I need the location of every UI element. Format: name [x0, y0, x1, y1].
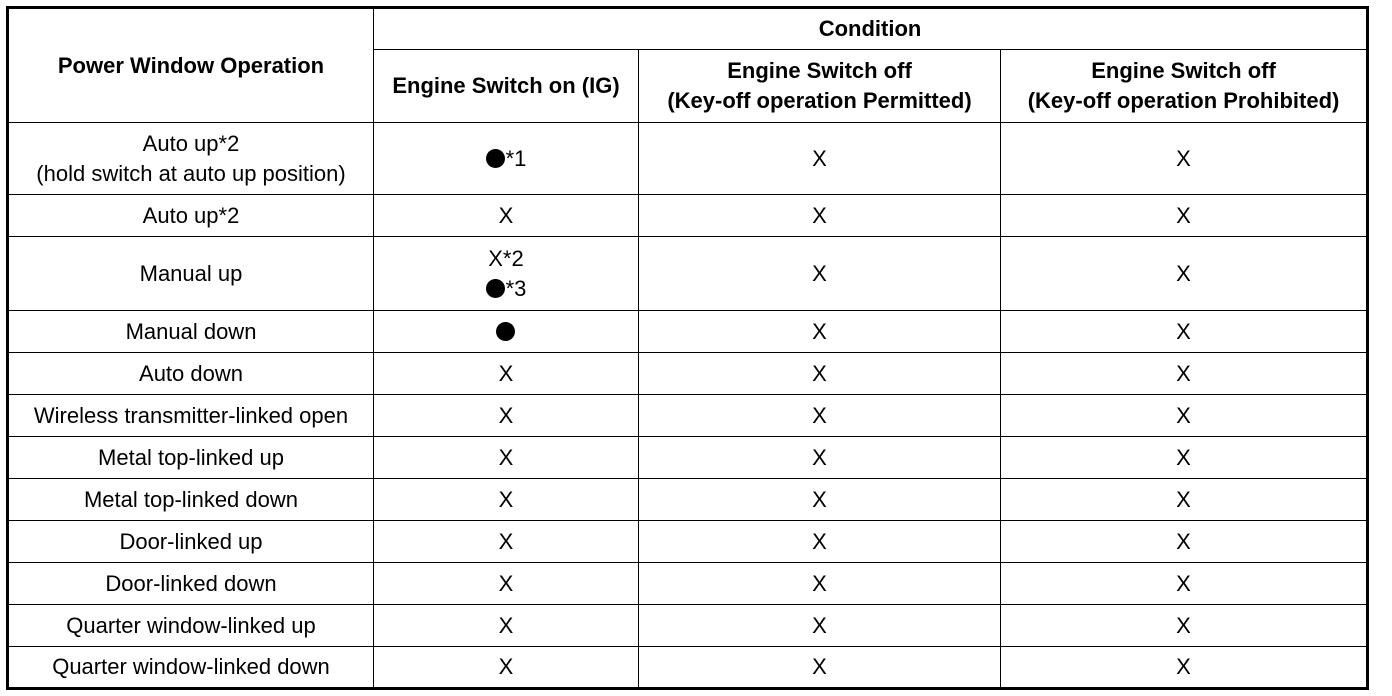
operation-text: Auto up*2: [142, 130, 240, 156]
operation-cell: [8, 395, 374, 437]
power-window-table: [6, 6, 1369, 690]
key-off-prohibited-cell: X: [1001, 437, 1368, 479]
engine-on-cell: [374, 353, 639, 395]
key-off-prohibited-cell: X: [1001, 311, 1368, 353]
operation-text: (hold switch at auto up position): [36, 160, 346, 186]
operation-text: Metal top-linked down: [83, 486, 298, 512]
engine-on-note: *3: [505, 275, 527, 301]
engine-on-cell: [374, 311, 639, 353]
engine-on-mark: [376, 527, 636, 557]
operation-cell: [8, 605, 374, 647]
engine-on-mark: [376, 359, 636, 389]
engine-on-cell: [374, 605, 639, 647]
operation-cell: [8, 195, 374, 237]
key-off-permitted-cell: X: [639, 395, 1001, 437]
key-off-permitted-cell: X: [639, 437, 1001, 479]
engine-on-note: X: [498, 202, 514, 228]
table-body: [8, 123, 1368, 689]
operation-text: Door-linked down: [105, 570, 277, 596]
operation-cell: [8, 123, 374, 195]
filled-circle-icon: [486, 149, 505, 168]
key-off-prohibited-cell: X: [1001, 479, 1368, 521]
engine-on-cell: [374, 123, 639, 195]
operation-cell: [8, 237, 374, 311]
header-key-off-prohibited-line1: Engine Switch off: [1091, 58, 1276, 83]
engine-on-cell: [374, 437, 639, 479]
key-off-permitted-cell: X: [639, 479, 1001, 521]
key-off-permitted-cell: X: [639, 353, 1001, 395]
key-off-prohibited-cell: X: [1001, 395, 1368, 437]
table-row: [8, 605, 1368, 647]
engine-on-note: X*2: [488, 245, 524, 271]
table-row: [8, 311, 1368, 353]
operation-cell: [8, 479, 374, 521]
engine-on-mark: [376, 317, 636, 347]
table-row: [8, 563, 1368, 605]
engine-on-note: X: [498, 654, 514, 679]
engine-on-mark: [376, 485, 636, 515]
key-off-permitted-cell: X: [639, 237, 1001, 311]
key-off-prohibited-cell: X: [1001, 237, 1368, 311]
header-key-off-prohibited-line2: (Key-off operation Prohibited): [1027, 88, 1340, 113]
table-row: [8, 647, 1368, 689]
table-row: [8, 479, 1368, 521]
key-off-prohibited-cell: X: [1001, 563, 1368, 605]
engine-on-note: X: [498, 360, 514, 386]
engine-on-note: X: [498, 402, 514, 428]
table-row: [8, 123, 1368, 195]
key-off-permitted-cell: X: [639, 563, 1001, 605]
operation-text: Auto up*2: [142, 202, 240, 228]
operation-text: Metal top-linked up: [98, 444, 284, 470]
engine-on-note: X: [498, 444, 514, 470]
engine-on-cell: [374, 563, 639, 605]
engine-on-mark: [376, 244, 636, 274]
operation-text: Wireless transmitter-linked open: [33, 402, 349, 428]
table-row: [8, 353, 1368, 395]
key-off-prohibited-cell: X: [1001, 195, 1368, 237]
key-off-prohibited-cell: X: [1001, 353, 1368, 395]
engine-on-note: X: [498, 486, 514, 512]
table-row: [8, 237, 1368, 311]
engine-on-note: *1: [505, 145, 527, 171]
operation-cell: [8, 647, 374, 689]
header-key-off-prohibited: [1001, 50, 1368, 123]
engine-on-mark: [376, 401, 636, 431]
filled-circle-icon: [496, 322, 515, 341]
engine-on-note: X: [498, 612, 514, 638]
key-off-prohibited-cell: X: [1001, 605, 1368, 647]
table-row: [8, 395, 1368, 437]
engine-on-cell: [374, 237, 639, 311]
operation-text: Manual down: [125, 318, 257, 344]
key-off-permitted-cell: X: [639, 521, 1001, 563]
key-off-permitted-cell: X: [639, 123, 1001, 195]
engine-on-mark: [376, 569, 636, 599]
header-engine-on-line: Engine Switch on (IG): [392, 73, 620, 98]
table-row: [8, 437, 1368, 479]
key-off-prohibited-cell: X: [1001, 521, 1368, 563]
operation-text: Quarter window-linked down: [52, 654, 330, 679]
header-key-off-permitted: [639, 50, 1001, 123]
engine-on-mark: [376, 201, 636, 231]
filled-circle-icon: [486, 279, 505, 298]
operation-text: Quarter window-linked up: [66, 612, 316, 638]
table-row: [8, 521, 1368, 563]
engine-on-cell: [374, 647, 639, 689]
engine-on-mark: [376, 611, 636, 641]
header-condition: Condition: [374, 8, 1368, 50]
engine-on-mark: [376, 443, 636, 473]
header-key-off-permitted-line1: Engine Switch off: [727, 58, 912, 83]
engine-on-mark: [376, 144, 636, 174]
header-operation: Power Window Operation: [8, 8, 374, 123]
engine-on-mark: [376, 274, 636, 304]
engine-on-mark: [376, 652, 636, 682]
header-engine-on: [374, 50, 639, 123]
operation-text: Auto down: [139, 360, 243, 386]
operation-text: Manual up: [139, 260, 243, 286]
operation-cell: [8, 353, 374, 395]
engine-on-cell: [374, 395, 639, 437]
key-off-prohibited-cell: X: [1001, 123, 1368, 195]
key-off-permitted-cell: X: [639, 311, 1001, 353]
engine-on-cell: [374, 521, 639, 563]
key-off-permitted-cell: X: [639, 605, 1001, 647]
header-key-off-permitted-line2: (Key-off operation Permitted): [667, 88, 972, 113]
table-row: [8, 195, 1368, 237]
operation-cell: [8, 563, 374, 605]
operation-cell: [8, 437, 374, 479]
engine-on-cell: [374, 195, 639, 237]
engine-on-note: X: [498, 570, 514, 596]
key-off-permitted-cell: X: [639, 195, 1001, 237]
operation-cell: [8, 521, 374, 563]
key-off-permitted-cell: X: [639, 647, 1001, 689]
engine-on-cell: [374, 479, 639, 521]
operation-text: Door-linked up: [119, 528, 263, 554]
engine-on-note: X: [498, 528, 514, 554]
operation-cell: [8, 311, 374, 353]
key-off-prohibited-cell: X: [1001, 647, 1368, 689]
